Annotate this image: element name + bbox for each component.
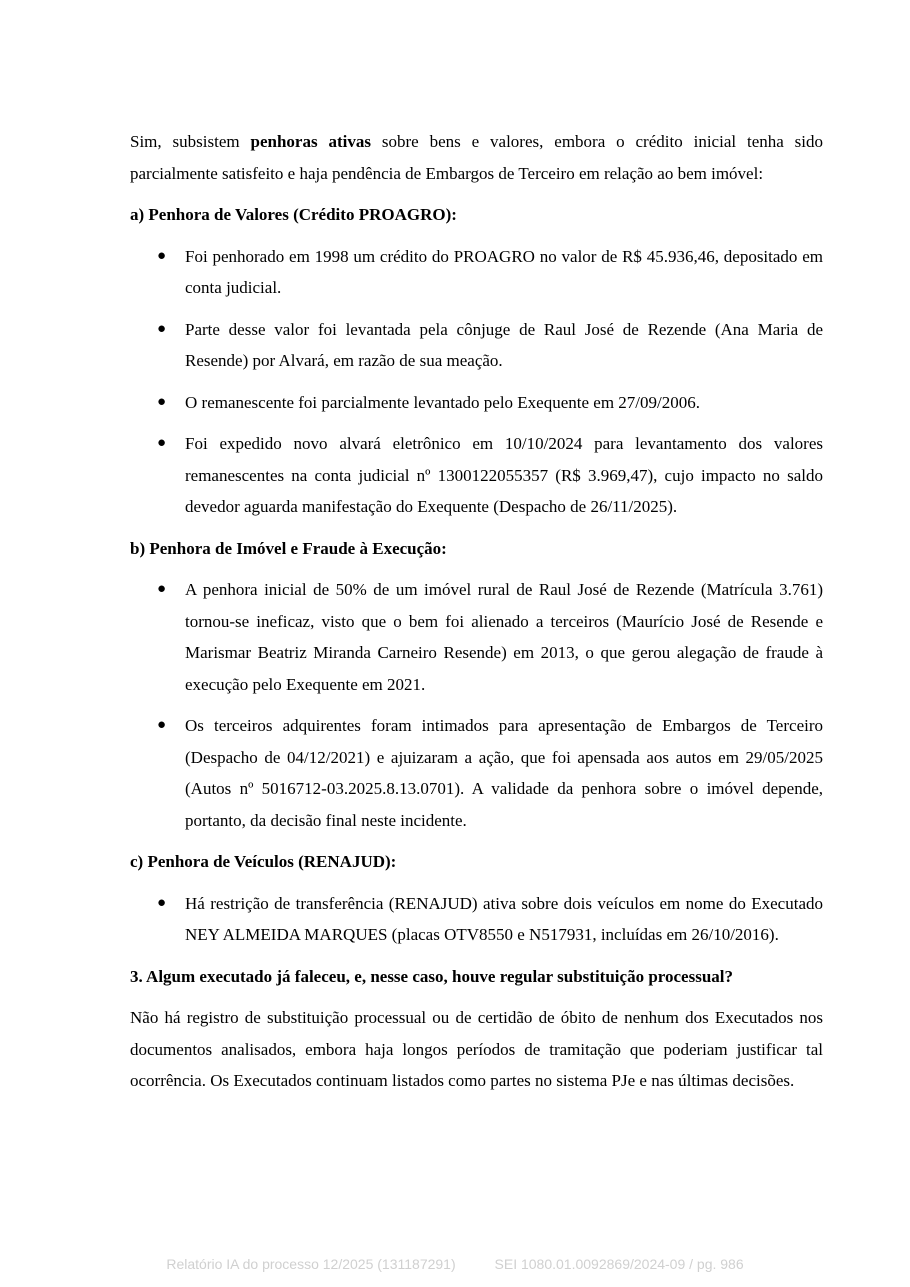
intro-paragraph: [130, 126, 823, 189]
document-page: [130, 126, 823, 1107]
list-item: [130, 574, 823, 700]
list-item-text: Há restrição de transferência (RENAJUD) ativa sobre dois veículos em nome do Executado NEY ALMEIDA MARQUES (placas OTV8550 e N517931, incluídas em 26/10/2016).: [185, 893, 823, 944]
list-item: [130, 241, 823, 304]
list-item: [130, 387, 823, 419]
footer-process-ref: Relatório IA do processo 12/2025 (131187291): [166, 1256, 456, 1272]
bullet-icon: ●: [157, 894, 167, 911]
section-a-list: [130, 241, 823, 523]
bullet-icon: ●: [157, 717, 167, 733]
list-item: [130, 428, 823, 523]
list-item-text: Parte desse valor foi levantada pela cônjuge de Raul José de Rezende (Ana Maria de Resende) por Alvará, em razão de sua meação.: [185, 319, 823, 370]
list-item-text: Os terceiros adquirentes foram intimados para apresentação de Embargos de Terceiro (Despacho de 04/12/2021) e ajuizaram a ação, que foi apensada aos autos em 29/05/2025 (Autos nº 5016712-03.2025.8.13.0701). A validade da penhora sobre o imóvel depende, portanto, da decisão final neste incidente.: [185, 716, 823, 830]
footer-sei-ref: SEI 1080.01.0092869/2024-09 / pg. 986: [494, 1256, 744, 1272]
question-3-answer: Não há registro de substituição processual ou de certidão de óbito de nenhum dos Executados nos documentos analisados, embora haja longos períodos de tramitação que poderiam justificar tal ocorrência. Os Executados continuam listados como partes no sistema PJe e nas últimas decisões.: [130, 1008, 823, 1090]
bullet-icon: ●: [157, 320, 167, 337]
list-item: [130, 888, 823, 951]
section-b-heading: b) Penhora de Imóvel e Fraude à Execução:: [130, 538, 447, 558]
bullet-icon: ●: [157, 581, 167, 597]
list-item: [130, 314, 823, 377]
section-c-list: [130, 888, 823, 951]
bullet-icon: ●: [157, 435, 167, 451]
section-c-heading: c) Penhora de Veículos (RENAJUD):: [130, 852, 397, 871]
intro-bold-text: penhoras ativas: [250, 132, 371, 151]
list-item-text: O remanescente foi parcialmente levantado pelo Exequente em 27/09/2006.: [185, 392, 700, 412]
list-item-text: Foi penhorado em 1998 um crédito do PROAGRO no valor de R$ 45.936,46, depositado em conta judicial.: [185, 246, 823, 297]
page-footer: [0, 1256, 910, 1272]
list-item-text: Foi expedido novo alvará eletrônico em 10/10/2024 para levantamento dos valores remanescentes na conta judicial nº 1300122055357 (R$ 3.969,47), cujo impacto no saldo devedor aguarda manifestação do Exequente (Despacho de 26/11/2025).: [185, 434, 823, 516]
intro-text-start: Sim, subsistem: [130, 132, 251, 151]
intro-text-end: sobre bens e valores, embora o crédito inicial tenha sido parcialmente satisfeito e haja pendência de Embargos de Terceiro em relação ao bem imóvel:: [130, 132, 824, 183]
bullet-icon: ●: [157, 393, 167, 410]
bullet-icon: ●: [157, 247, 167, 264]
question-3-heading: 3. Algum executado já faleceu, e, nesse caso, houve regular substituição processual?: [130, 966, 734, 986]
section-a-heading: a) Penhora de Valores (Crédito PROAGRO):: [130, 205, 457, 224]
section-b-list: [130, 574, 823, 836]
list-item: [130, 710, 823, 836]
list-item-text: A penhora inicial de 50% de um imóvel rural de Raul José de Rezende (Matrícula 3.761) tornou-se ineficaz, visto que o bem foi alienado a terceiros (Maurício José de Resende e Marismar Beatriz Miranda Carneiro Resende) em 2013, o que gerou alegação de fraude à execução pelo Exequente em 2021.: [185, 580, 823, 694]
